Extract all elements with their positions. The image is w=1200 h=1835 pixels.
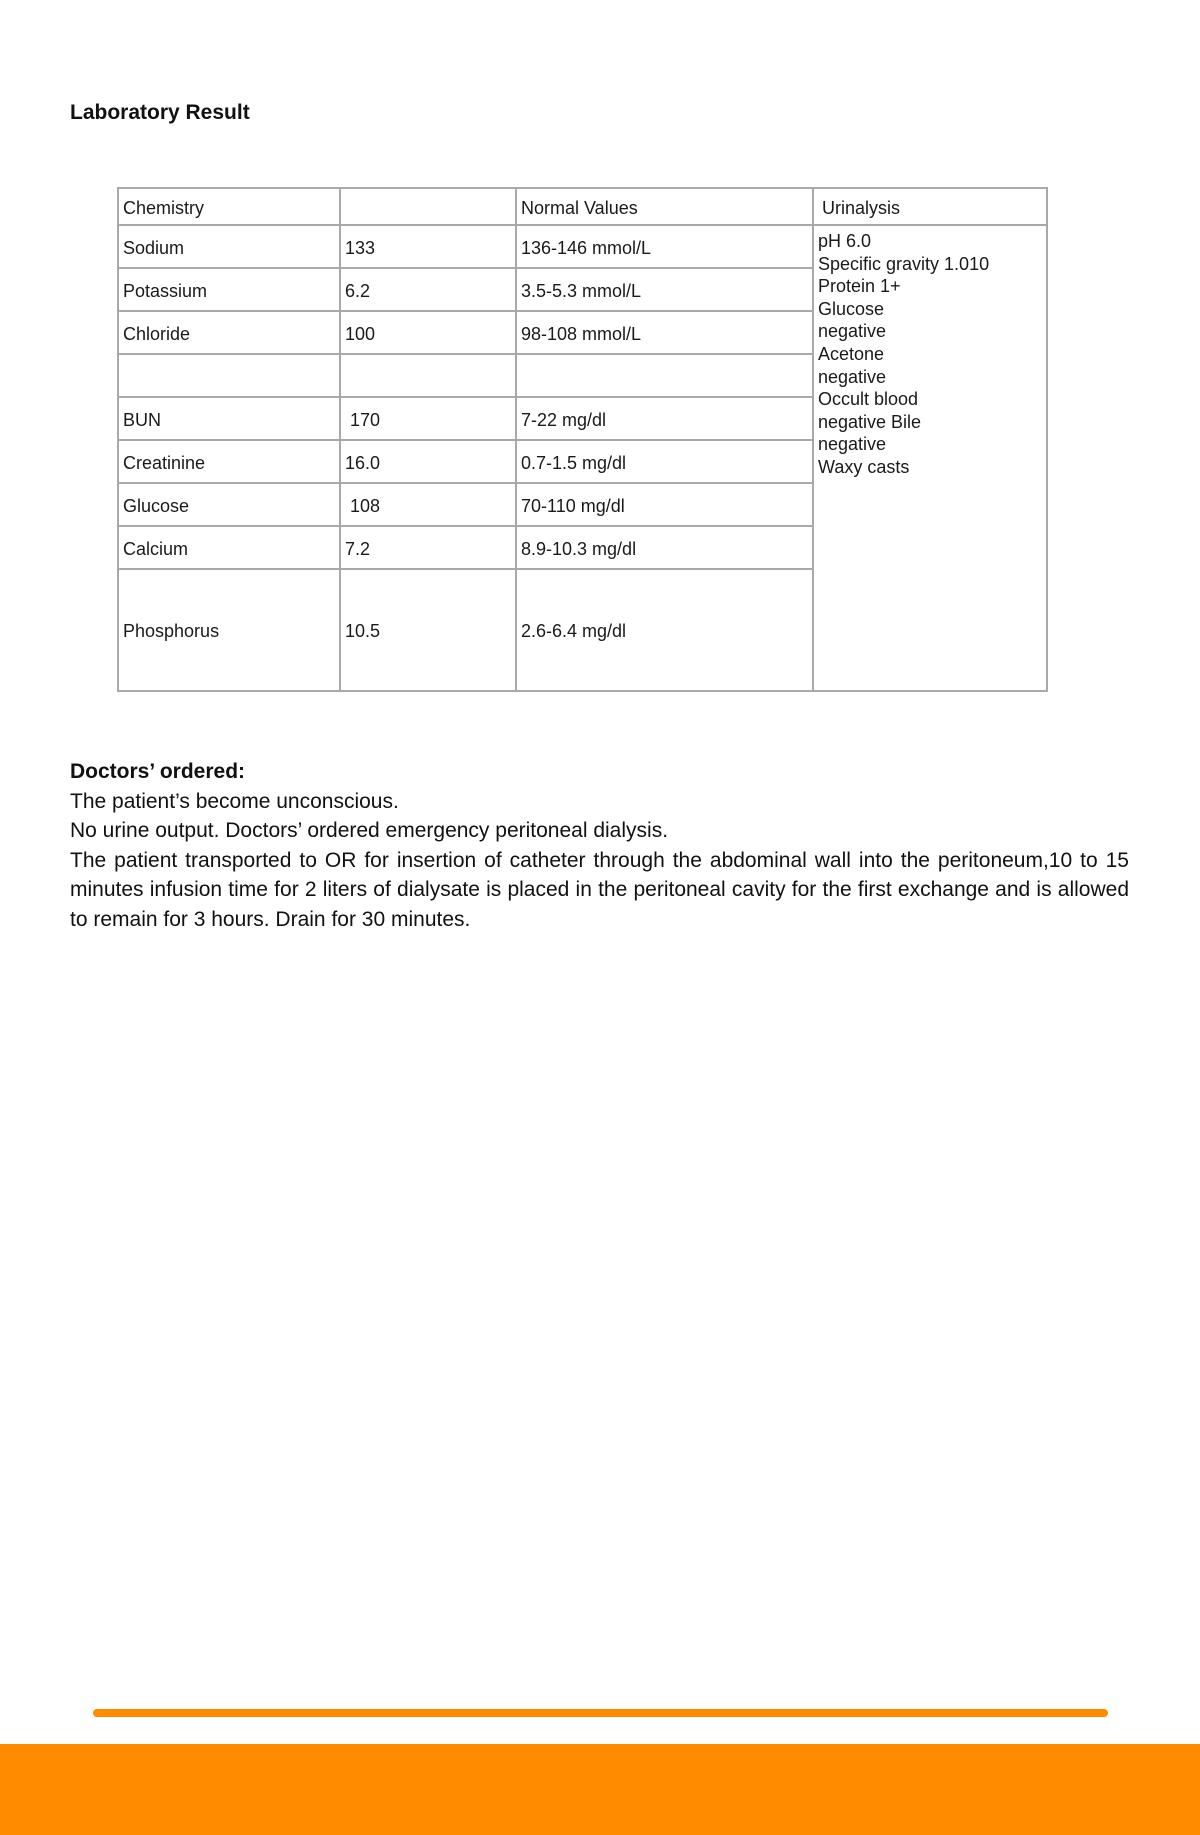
test-name: Creatinine <box>118 440 340 483</box>
urinalysis-line: Acetone <box>818 343 885 364</box>
urinalysis-line: Glucose <box>818 298 885 319</box>
orders-line: No urine output. Doctors’ ordered emergency peritoneal dialysis. <box>70 819 669 842</box>
orders-paragraph: The patient transported to OR for insertion of catheter through the abdominal wall into the peritoneum,10 to 15 minutes infusion time for 2 liters of dialysate is placed in the peritoneal cavity for the first exchange and is allowed to remain for 3 hours. Drain for 30 minutes. <box>70 848 1129 931</box>
test-normal-range: 2.6-6.4 mg/dl <box>516 569 813 691</box>
orders-title: Doctors’ ordered: <box>70 760 246 783</box>
test-result: 133 <box>340 225 516 268</box>
laboratory-results-table <box>117 187 1048 692</box>
orders-line: The patient’s become unconscious. <box>70 789 399 813</box>
header-normal-values: Normal Values <box>516 188 813 225</box>
test-normal-range: 8.9-10.3 mg/dl <box>516 526 813 569</box>
header-value <box>340 188 516 225</box>
urinalysis-line: negative <box>818 366 887 387</box>
test-result: 6.2 <box>340 268 516 311</box>
test-normal-range <box>516 354 813 397</box>
test-name: Phosphorus <box>118 569 340 691</box>
doctors-orders-section <box>70 757 1129 934</box>
urinalysis-line: Protein 1+ <box>818 276 901 297</box>
page-title: Laboratory Result <box>70 101 250 124</box>
test-normal-range: 7-22 mg/dl <box>516 397 813 440</box>
test-result: 108 <box>340 483 516 526</box>
test-normal-range: 98-108 mmol/L <box>516 311 813 354</box>
header-urinalysis: Urinalysis <box>813 188 1047 225</box>
accent-divider <box>93 1709 1108 1717</box>
header-chemistry: Chemistry <box>118 188 340 225</box>
test-normal-range: 70-110 mg/dl <box>516 483 813 526</box>
test-name: Glucose <box>118 483 340 526</box>
urinalysis-line: negative <box>818 321 887 342</box>
test-name: Chloride <box>118 311 340 354</box>
test-normal-range: 136-146 mmol/L <box>516 225 813 268</box>
test-normal-range: 0.7-1.5 mg/dl <box>516 440 813 483</box>
test-result: 7.2 <box>340 526 516 569</box>
urinalysis-line: Occult blood <box>818 389 919 410</box>
test-name: Potassium <box>118 268 340 311</box>
test-normal-range: 3.5-5.3 mmol/L <box>516 268 813 311</box>
urinalysis-line: Specific gravity 1.010 <box>818 253 990 274</box>
test-result: 170 <box>340 397 516 440</box>
urinalysis-cell <box>813 225 1047 691</box>
test-result: 100 <box>340 311 516 354</box>
test-result: 10.5 <box>340 569 516 691</box>
urinalysis-line: negative <box>818 434 887 455</box>
urinalysis-line: pH 6.0 <box>818 231 872 251</box>
test-result: 16.0 <box>340 440 516 483</box>
table-header-row <box>118 188 1047 225</box>
test-name <box>118 354 340 397</box>
test-name: Sodium <box>118 225 340 268</box>
urinalysis-line: Waxy casts <box>818 456 910 477</box>
footer-bar <box>0 1744 1200 1835</box>
table-row <box>118 225 1047 268</box>
test-name: BUN <box>118 397 340 440</box>
test-result <box>340 354 516 397</box>
test-name: Calcium <box>118 526 340 569</box>
urinalysis-line: negative Bile <box>818 411 922 432</box>
